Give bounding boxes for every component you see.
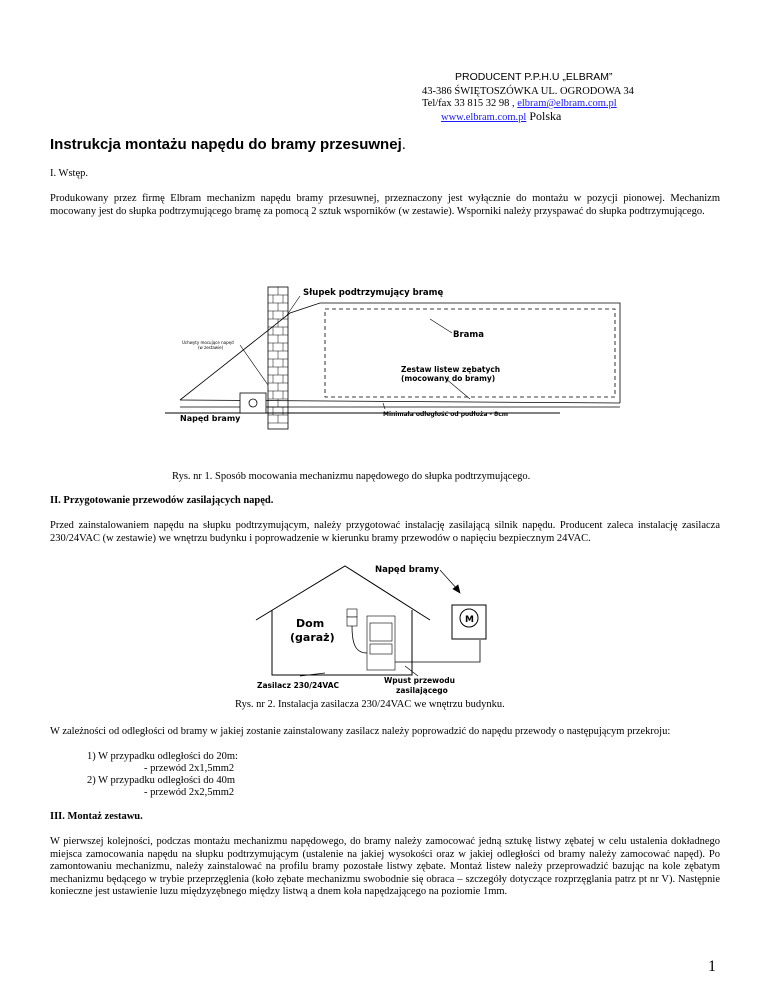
country-text: Polska: [526, 109, 562, 123]
support-post: [268, 287, 288, 429]
gate-frame: [180, 303, 620, 407]
figure-1-caption: Rys. nr 1. Sposób mocowania mechanizmu napędowego do słupka podtrzymującego.: [172, 471, 531, 482]
label-drive-2: Napęd bramy: [375, 565, 440, 575]
title-text: Instrukcja montażu napędu do bramy przesuwnej: [50, 136, 402, 153]
section1-paragraph: Produkowany przez firmę Elbram mechanizm napędu bramy przesuwnej, przeznaczony jest wyłącznie do montażu w pozycji pionowej. Mechanizm mocowany jest do słupka podtrzymującego bramę za pomocą 2 sztuk wsporników (w zestawie). Wsporniki należy przyspawać do słupka podtrzymującego.: [50, 193, 720, 217]
page-number: 1: [708, 958, 716, 975]
company-address: 43-386 ŚWIĘTOSZÓWKA UL. OGRODOWA 34: [422, 86, 634, 97]
title-dot: .: [401, 136, 406, 153]
label-rack-sub: (mocowany do bramy): [401, 374, 496, 383]
list-item-1-sub: - przewód 2x1,5mm2: [144, 763, 235, 774]
list-item-2: 2) W przypadku odległości do 40m: [87, 775, 236, 786]
label-brackets-sub: (w zestawie): [198, 345, 224, 350]
email-link[interactable]: elbram@elbram.com.pl: [517, 98, 617, 109]
section3-paragraph: W pierwszej kolejności, podczas montażu mechanizmu napędowego, do bramy należy zamocować jedną sztukę listwy zębatej w celu ustalenia dokładnego miejsca zamocowania napędu na słupku podtrzymującym (ustalenie na jakiej wysokości oraz w jakiej odległości od bramy należy zamocować napęd). Po zamontowaniu mechanizmu, należy zainstalować na profilu bramy pozostałe listwy zębate. Montaż listew należy przeprowadzić bazując na kole zębatym mechanizmu będącego w trybie przeprzęglenia (koło zębate mechanizmu swobodnie się obraca – szczegóły dotyczące rozprzęglania patrz pt nr V). Następnie konieczne jest ustawienie luzu międzyzębnego między listwą a dnem koła napędzającego na poziomie 1mm.: [50, 836, 720, 897]
section1-heading: I. Wstęp.: [50, 168, 89, 179]
company-name: PRODUCENT P.P.H.U „ELBRAM”: [455, 71, 613, 83]
company-web: [441, 110, 561, 124]
label-garage: (garaż): [290, 631, 335, 644]
house-outline: [256, 566, 430, 675]
label-post: Słupek podtrzymujący bramę: [303, 288, 444, 298]
label-brackets: Uchwyty mocujące napęd: [182, 340, 234, 345]
label-house: Dom: [296, 617, 325, 630]
label-motor: M: [465, 615, 474, 625]
figure-1-diagram: [0, 275, 768, 475]
label-gate: Brama: [453, 330, 484, 340]
list-item-1: 1) W przypadku odległości do 20m:: [87, 751, 238, 762]
company-contact: [422, 98, 617, 110]
section2-heading: II. Przygotowanie przewodów zasilających napęd.: [50, 495, 274, 506]
figure-2-diagram: [0, 558, 768, 698]
website-link[interactable]: www.elbram.com.pl: [441, 112, 527, 123]
label-rack: Zestaw listew zębatych: [401, 365, 501, 374]
label-clearance: Minimala odległość od podłoża - 8cm: [383, 411, 509, 418]
figure-2-caption: Rys. nr 2. Instalacja zasilacza 230/24VAC we wnętrzu budynku.: [235, 699, 505, 710]
list-item-2-sub: - przewód 2x2,5mm2: [144, 787, 235, 798]
telfax-text: Tel/fax 33 815 32 98 ,: [422, 98, 518, 109]
document-title: [50, 136, 406, 153]
section2b-paragraph: W zależności od odległości od bramy w jakiej zostanie zainstalowany zasilacz należy poprowadzić do napędu przewody o następującym przekroju:: [50, 726, 671, 737]
label-drive: Napęd bramy: [180, 414, 241, 423]
section3-heading: III. Montaż zestawu.: [50, 811, 143, 822]
section2-paragraph: Przed zainstalowaniem napędu na słupku podtrzymującym, należy przygotować instalację zasilającą silnik napędu. Producent zaleca instalację zasilacza 230/24VAC (w zestawie) we wnętrzu budynku i poprowadzenie w kierunku bramy przewodów o napięciu bezpiecznym 24VAC.: [50, 520, 720, 544]
label-inlet: Wpust przewodu: [384, 676, 455, 685]
power-supply: [347, 609, 395, 670]
drive-unit: [240, 393, 266, 413]
label-psu: Zasilacz 230/24VAC: [257, 681, 340, 690]
label-inlet-sub: zasilającego: [396, 686, 448, 695]
